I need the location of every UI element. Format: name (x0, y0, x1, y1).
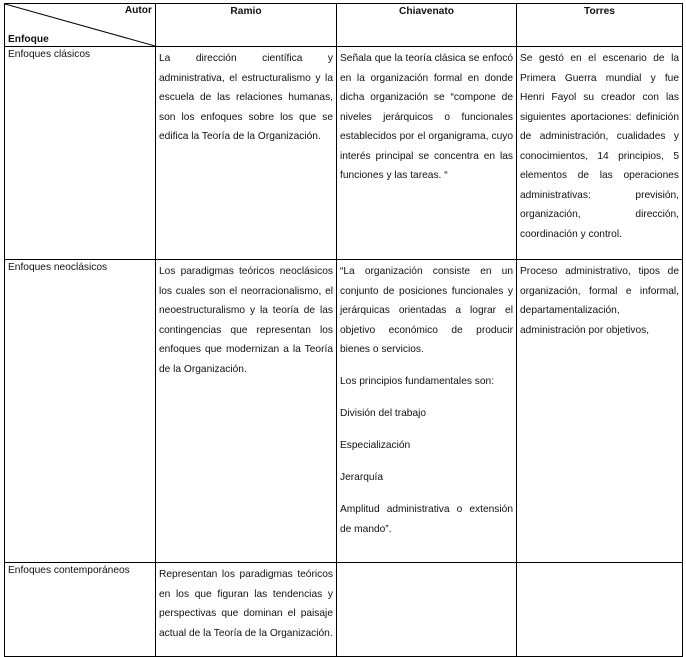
cell-ramio (156, 260, 337, 563)
cell-torres (517, 260, 683, 563)
table-row (5, 563, 683, 657)
cell-torres (517, 47, 683, 260)
cell-torres (517, 563, 683, 657)
cell-chiavenato (337, 47, 517, 260)
corner-approach-label: Enfoque (8, 34, 49, 45)
cell-ramio (156, 563, 337, 657)
row-label: Enfoques contemporáneos (5, 563, 156, 657)
cell-text: Señala que la teoría clásica se enfocó en la organización formal en donde dicha organización se “compone de niveles jerárquicos o funcionales establecidos por el organigrama, cuyo interés principal se concentra en las funciones y las tareas. “ (340, 53, 513, 181)
corner-header-cell (5, 4, 156, 47)
cell-text: Proceso administrativo, tipos de organización, formal e informal, departamentalización, administración por objetivos, (520, 266, 679, 336)
row-label: Enfoques clásicos (5, 47, 156, 260)
corner-author-label: Autor (124, 5, 152, 16)
column-header-ramio: Ramio (156, 4, 337, 47)
cell-text: Los paradigmas teóricos neoclásicos los cuales son el neorracionalismo, el neoestructuralismo y la teoría de las contingencias que representan los enfoques que modernizan a la Teoría de la Organización. (159, 266, 333, 375)
cell-paragraph: “La organización consiste en un conjunto de posiciones funcionales y jerárquicas orientadas a lograr el objetivo económico de producir bienes o servicios. (340, 266, 513, 355)
cell-chiavenato (337, 260, 517, 563)
cell-paragraph: Especialización (340, 440, 411, 451)
cell-paragraph: Los principios fundamentales son: (340, 376, 495, 387)
cell-text: Se gestó en el escenario de la Primera Guerra mundial y fue Henri Fayol su creador con las siguientes aportaciones: definición de administración, cualidades y conocimientos, 14 principios, 5 elementos de las operaciones administrativas: previsión, organización, dirección, coordinación y control. (520, 53, 679, 240)
comparison-table (4, 3, 683, 657)
cell-paragraph: Amplitud administrativa o extensión de mando”. (340, 504, 513, 535)
cell-ramio (156, 47, 337, 260)
header-row (5, 4, 683, 47)
table-row (5, 260, 683, 563)
cell-chiavenato (337, 563, 517, 657)
column-header-chiavenato: Chiavenato (337, 4, 517, 47)
cell-text: Representan los paradigmas teóricos en los que figuran las tendencias y perspectivas que dominan el paisaje actual de la Teoría de la Organización. (159, 569, 333, 639)
table-row (5, 47, 683, 260)
document-page (4, 3, 682, 657)
cell-text: La dirección científica y administrativa, el estructuralismo y la escuela de las relaciones humanas, son los enfoques sobre los que se edifica la Teoría de la Organización. (159, 53, 333, 142)
row-label: Enfoques neoclásicos (5, 260, 156, 563)
cell-paragraph: Jerarquía (340, 472, 384, 483)
cell-paragraph: División del trabajo (340, 408, 427, 419)
column-header-torres: Torres (517, 4, 683, 47)
